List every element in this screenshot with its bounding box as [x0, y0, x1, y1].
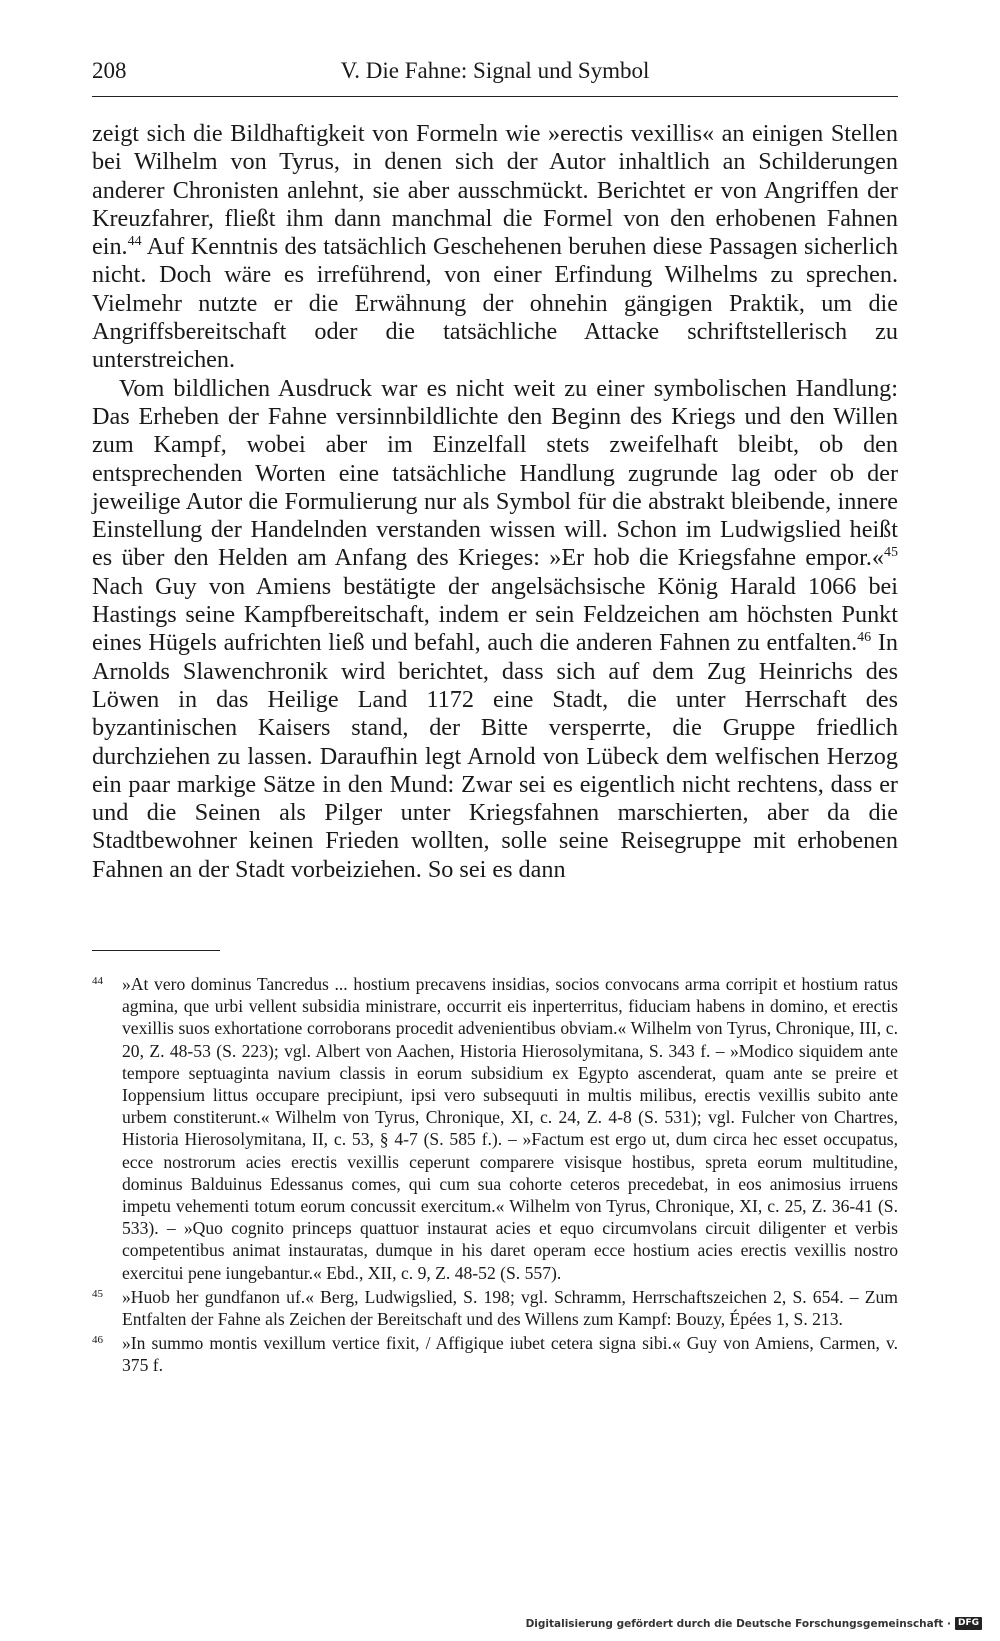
- main-text: [92, 120, 898, 884]
- page-number: 208: [92, 58, 127, 83]
- footnote-45: [92, 1286, 898, 1330]
- digitization-note: [526, 1617, 982, 1630]
- footnote-text: »Huob her gundfanon uf.« Berg, Ludwigslied, S. 198; vgl. Schramm, Herrschaftszeichen 2, S. 654. – Zum Entfalten der Fahne als Zeichen der Bereitschaft und des Willens zum Kampf: Bouzy, Épées 1, S. 213.: [122, 1286, 898, 1330]
- footnote-text: »At vero dominus Tancredus ... hostium precavens insidias, socios convocans arma corripit et hostium ratus agmina, que urbi vellent subsidia ministrare, occurrit eis inperterritus, fiduciam habens in domino, et erectis vexillis suos exhortatione corroborans procedit advenientibus obviam.« Wilhelm von Tyrus, Chronique, III, c. 20, Z. 48-53 (S. 223); vgl. Albert von Aachen, Historia Hierosolymitana, S. 343 f. – »Modico siquidem ante tempore septuaginta navium classis in eorum subsidium ex Egypto ascenderat, quam ante se preire et Ioppensium littus occupare precipiunt, ipsi vero subsequuti in multis milibus, erectis vexillis subito ante urbem constiterunt.« Wilhelm von Tyrus, Chronique, XI, c. 24, Z. 4-8 (S. 531); vgl. Fulcher von Chartres, Historia Hierosolymitana, II, c. 53, § 4-7 (S. 585 f.). – »Factum est ergo ut, dum circa hec esset occupatus, ecce nostrorum acies erectis vexillis ceperunt comparere visisque hostibus, spreta eorum multitudine, dominus Balduinus Edessanus comes, qui cum sua cohorte ceteros precedebat, in eos animosius irruens impetu vehementi totum eorum concussit exercitum.« Wilhelm von Tyrus, Chronique, XI, c. 25, Z. 36-41 (S. 533). – »Quo cognito princeps quattuor instaurat acies et equo circumvolans circuit diligenter et verbis competentibus animat instauratas, dumque in his daret operam ecce hostium acies erectis vexillis nostro exercitui pene iungebantur.« Ebd., XII, c. 9, Z. 48-52 (S. 557).: [122, 974, 898, 1283]
- footnote-46: [92, 1332, 898, 1376]
- dfg-logo-icon: DFG: [955, 1617, 982, 1630]
- header-rule: [92, 96, 898, 97]
- paragraph-text: In Arnolds Slawenchronik wird berichtet, dass sich auf dem Zug Heinrichs des Löwen in das Heilige Land 1172 eine Stadt, die unter Herrschaft des byzantinischen Kaisers stand, der Bitte versperrte, die Gruppe friedlich durchziehen zu lassen. Daraufhin legt Arnold von Lübeck dem welfischen Herzog ein paar markige Sätze in den Mund: Zwar sei es eigentlich nicht rechtens, dass er und die Seinen als Pilger unter Kriegsfahnen marschierten, aber da die Stadtbewohner keinen Frieden wollten, solle seine Reisegruppe mit erhobenen Fahnen an der Stadt vorbeiziehen. So sei es dann: [92, 629, 898, 883]
- paragraph-text: Auf Kenntnis des tatsächlich Geschehenen beruhen diese Passagen sicherlich nicht. Doch wäre es irreführend, von einer Erfindung Wilhelms zu sprechen. Vielmehr nutzte er die Erwähnung der ohnehin gängigen Praktik, um die Angriffsbereitschaft oder die tatsächliche Attacke schriftstellerisch zu unterstreichen.: [92, 233, 898, 374]
- digitization-text: Digitalisierung gefördert durch die Deutsche Forschungsgemeinschaft ·: [525, 1617, 951, 1630]
- paragraph-2: [92, 375, 898, 884]
- footnote-number: 44: [92, 975, 103, 987]
- footnote-number: 45: [92, 1287, 103, 1300]
- footnote-text: »In summo montis vexillum vertice fixit, / Affigique iubet cetera signa sibi.« Guy von Amiens, Carmen, v. 375 f.: [122, 1333, 898, 1376]
- paragraph-text: Nach Guy von Amiens bestätigte der angelsächsische König Harald 1066 bei Hastings seine Kampfbereitschaft, indem er sein Feldzeichen am höchsten Punkt eines Hügels aufrichten ließ und befahl, auch die anderen Fahnen zu entfalten.: [92, 572, 898, 657]
- paragraph-text: Vom bildlichen Ausdruck war es nicht weit zu einer symbolischen Handlung: Das Erheben der Fahne versinnbildlichte den Beginn des Kriegs und den Willen zum Kampf, wobei aber im Einzelfall stets zweifelhaft bleibt, ob den entsprechenden Worten eine tatsächliche Handlung zugrunde lag oder ob der jeweilige Autor die Formulierung nur als Symbol für die abstrakt bleibende, innere Einstellung der Handelnden verstanden wissen will. Schon im Ludwigslied heißt es über den Helden am Anfang des Krieges: »Er hob die Kriegsfahne empor.«: [92, 374, 898, 572]
- page-header: [92, 58, 898, 84]
- footnote-number: 46: [92, 1334, 103, 1347]
- running-title: V. Die Fahne: Signal und Symbol: [340, 58, 650, 83]
- footnote-ref-45[interactable]: 45: [883, 544, 898, 561]
- footnote-ref-44[interactable]: 44: [127, 233, 142, 250]
- footnote-44: [92, 973, 898, 1284]
- footnote-ref-46[interactable]: 46: [857, 629, 872, 646]
- footnote-rule: [92, 950, 220, 951]
- paragraph-text: zeigt sich die Bildhaftigkeit von Formeln wie »erectis vexillis« an einigen Stellen bei Wilhelm von Tyrus, in denen sich der Autor inhaltlich an Schilderungen anderer Chronisten anlehnt, sie aber ausschmückt. Berichtet er von Angriffen der Kreuzfahrer, fließt ihm dann manchmal die Formel von den erhobenen Fahnen ein.: [92, 120, 898, 261]
- paragraph-1: [92, 120, 898, 375]
- footnotes: [92, 973, 898, 1379]
